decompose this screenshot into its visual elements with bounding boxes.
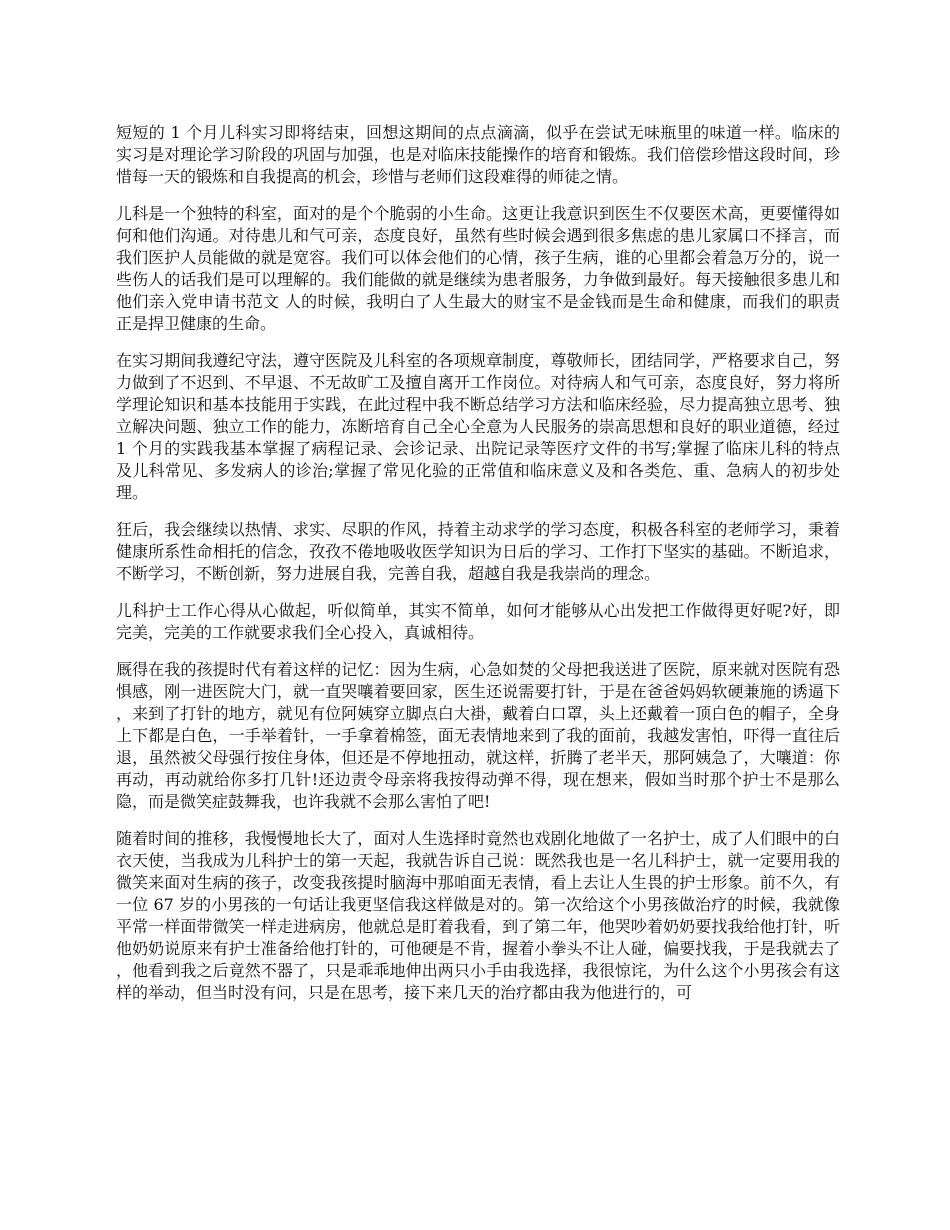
paragraph-7: 随着时间的推移，我慢慢地长大了，面对人生选择时竟然也戏剧化地做了一名护士，成了人们眼中的白衣天使，当我成为儿科护士的第一天起，我就告诉自己说：既然我也是一名儿科护士，就一定要用我的微笑来面对生病的孩子，改变我孩提时脑海中那咱面无表情，看上去让人生畏的护士形象。前不久，有一位 67 岁的小男孩的一句话让我更坚信我这样做是对的。第一次给这个小男孩做治疗的时候，我就像平常一样面带微笑一样走进病房，他就总是盯着我看，到了第二年，他哭吵着奶奶要找我给他打针，听他奶奶说原来有护士准备给他打针的，可他硬是不肯，握着小拳头不让人碰，偏要找我，于是我就去了，他看到我之后竟然不器了，只是乖乖地伸出两只小手由我选择，我很惊诧，为什么这个小男孩会有这样的举动，但当时没有问，只是在思考，接下来几天的治疗都由我为他进行的，可 — [116, 829, 840, 1002]
paragraph-6: 厩得在我的孩提时代有着这样的记忆：因为生病，心急如焚的父母把我送进了医院，原来就对医院有恐惧感，刚一进医院大门，就一直哭嚷着要回家，医生还说需要打针，于是在爸爸妈妈软硬兼施的诱逼下，来到了打针的地方，就见有位阿姨穿立脚点白大褂，戴着白口罩，头上还戴着一顶白色的帽子，全身上下都是白色，一手举着针，一手拿着棉签，面无表情地来到了我的面前，我越发害怕，吓得一直往后退，虽然被父母强行按住身体，但还是不停地扭动，就这样，折腾了老半天，那阿姨急了，大嚷道：你再动，再动就给你多打几针!还边责令母亲将我按得动弹不得，现在想来，假如当时那个护士不是那么隐，而是微笑症鼓舞我，也许我就不会那么害怕了吧! — [116, 660, 840, 811]
paragraph-3: 在实习期间我遵纪守法，遵守医院及儿科室的各项规章制度，尊敬师长，团结同学，严格要求自己，努力做到了不迟到、不早退、不无故旷工及擅自离开工作岗位。对待病人和气可亲，态度良好，努力将所学理论知识和基本技能用于实践，在此过程中我不断总结学习方法和临床经验，尽力提高独立思考、独立解决问题、独立工作的能力，冻断培育自己全心全意为人民服务的崇高思想和良好的职业道德，经过 1 个月的实践我基本掌握了病程记录、会诊记录、出院记录等医疗文件的书写;掌握了临床儿科的特点及儿科常见、多发病人的诊治;掌握了常见化验的正常值和临床意义及和各类危、重、急病人的初步处理。 — [116, 351, 840, 502]
paragraph-4: 狂后，我会继续以热情、求实、尽职的作风，持着主动求学的学习态度，积极各科室的老师学习，秉着健康所系性命相托的信念，孜孜不倦地吸收医学知识为日后的学习、工作打下坚实的基础。不断追求，不断学习，不断创新，努力进展自我，完善自我，超越自我是我崇尚的理念。 — [116, 520, 840, 583]
document-body — [116, 122, 840, 1019]
paragraph-5: 儿科护士工作心得从心做起，听似简单，其实不简单，如何才能够从心出发把工作做得更好呢?好，即完美，完美的工作就要求我们全心投入，真诚相待。 — [116, 601, 840, 642]
paragraph-2: 儿科是一个独特的科室，面对的是个个脆弱的小生命。这更让我意识到医生不仅要医术高，更要懂得如何和他们沟通。对待患儿和气可亲，态度良好，虽然有些时候会遇到很多焦虑的患儿家属口不择言，而我们医护人员能做的就是宽容。我们可以体会他们的心情，孩子生病，谁的心里都会着急万分的，说一些伤人的话我们是可以理解的。我们能做的就是继续为患者服务，力争做到最好。每天接触很多患儿和他们亲入党申请书范文 人的时候，我明白了人生最大的财宝不是金钱而是生命和健康，而我们的职责正是捍卫健康的生命。 — [116, 204, 840, 333]
paragraph-1: 短短的 1 个月儿科实习即将结束，回想这期间的点点滴滴，似乎在尝试无味瓶里的味道一样。临床的实习是对理论学习阶段的巩固与加强，也是对临床技能操作的培育和锻炼。我们倍偿珍惜这段时间，珍惜每一天的锻炼和自我提高的机会，珍惜与老师们这段难得的师徒之情。 — [116, 123, 840, 186]
